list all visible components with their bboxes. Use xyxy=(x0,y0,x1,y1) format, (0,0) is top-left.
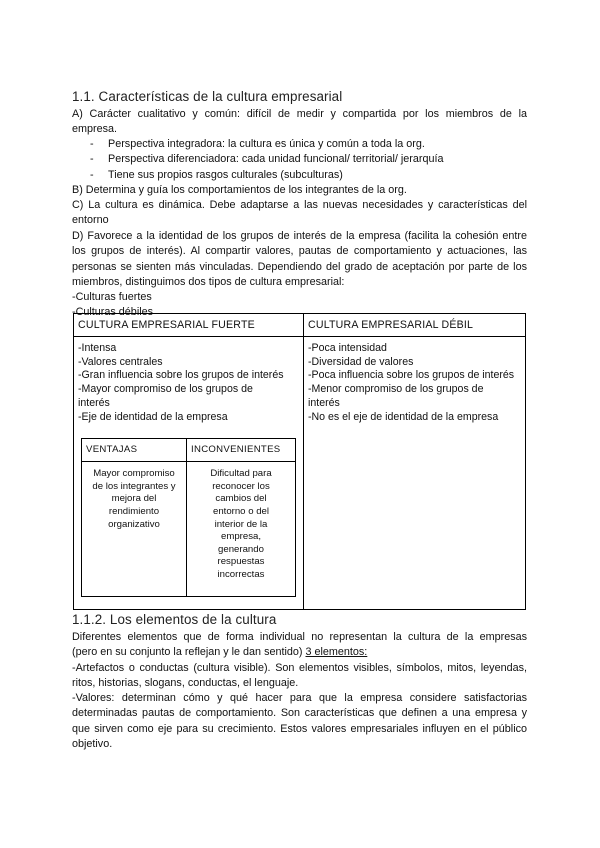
valores-line-4: objetivo. xyxy=(72,738,113,751)
valores-line-3: que sirven como eje para su crecimiento. Estos valores empresariales influyen en el público xyxy=(72,722,527,735)
paragraph-b xyxy=(72,183,527,198)
dash-marker: - xyxy=(90,153,94,166)
cell-line: mejora del xyxy=(111,493,157,505)
weak-culture-cell xyxy=(304,337,526,610)
cell-line: organizativo xyxy=(108,518,160,530)
paragraph-c xyxy=(72,198,527,229)
intro-line-2 xyxy=(72,645,527,660)
artefactos-line-2: ritos, historias, slogans, conductas, el lenguaje. xyxy=(72,676,299,689)
culture-type-strong: -Culturas fuertes xyxy=(72,291,152,304)
list-item: -Valores centrales xyxy=(78,355,163,368)
list-item: -Intensa xyxy=(78,342,117,354)
culture-type-weak: -Culturas débiles xyxy=(72,306,154,319)
paragraph-d-line-1: D) Favorece a la identidad de los grupos de interés de la empresa (facilita la cohesión entre xyxy=(72,230,527,242)
cell-line: Mayor compromiso xyxy=(93,468,175,480)
cons-header: INCONVENIENTES xyxy=(187,439,296,462)
paragraph-d xyxy=(72,229,527,321)
valores-line-1: -Valores: determinan cómo y qué hacer para que la empresa considere satisfactorias xyxy=(72,692,527,705)
cell-line: rendimiento xyxy=(108,506,160,517)
paragraph-c-line-2: entorno xyxy=(72,214,109,227)
list-item: interés xyxy=(308,396,340,409)
bullet-list xyxy=(90,137,444,183)
pros-header: VENTAJAS xyxy=(82,439,187,462)
cell-line: generando xyxy=(218,543,264,555)
cell-line: empresa, xyxy=(221,531,261,543)
dash-marker: - xyxy=(90,168,94,181)
bullet-item xyxy=(90,137,444,152)
table-header-strong: CULTURA EMPRESARIAL FUERTE xyxy=(74,314,304,337)
bullet-item xyxy=(90,168,444,183)
bullet-text: Perspectiva diferenciadora: cada unidad funcional/ territorial/ jerarquía xyxy=(108,153,444,166)
intro-line-1: Diferentes elementos que de forma individual no representan la cultura de la empresas xyxy=(72,631,527,643)
list-item: interés xyxy=(78,396,110,409)
cell-line: cambios del xyxy=(215,493,267,505)
list-item: -No es el eje de identidad de la empresa xyxy=(308,410,499,423)
valores-line-2: determinadas pautas de comportamiento. Son características que definen a una empresa y xyxy=(72,707,527,720)
strong-culture-cell xyxy=(74,337,304,610)
paragraph-d-line-2: los grupos de interés). Al compartir valores, pautas de comportamiento y actuaciones, las xyxy=(72,245,527,258)
list-item: -Gran influencia sobre los grupos de interés xyxy=(78,369,284,382)
intro-text: (pero en su conjunto la reflejan y le dan sentido) xyxy=(72,646,306,659)
bullet-text: Tiene sus propios rasgos culturales (subculturas) xyxy=(108,168,343,181)
pros-cons-table xyxy=(81,438,296,597)
list-item: -Eje de identidad de la empresa xyxy=(78,410,228,423)
bullet-item xyxy=(90,152,444,167)
paragraph-a-line-2: empresa. xyxy=(72,123,118,136)
cons-cell xyxy=(187,462,296,597)
culture-comparison-table xyxy=(73,313,526,610)
paragraph-c-line-1: C) La cultura es dinámica. Debe adaptarse a las nuevas necesidades y características del xyxy=(72,199,527,211)
list-item: -Poca influencia sobre los grupos de interés xyxy=(308,369,515,382)
cell-line: Dificultad para xyxy=(210,468,272,480)
paragraph-d-line-4: miembros, distinguimos dos tipos de cultura empresarial: xyxy=(72,275,345,288)
cell-line: entorno o del xyxy=(212,506,269,517)
underlined-count: 3 elementos: xyxy=(305,646,368,659)
list-item: -Poca intensidad xyxy=(308,342,387,354)
cell-line: incorrectas xyxy=(217,568,265,580)
list-item: -Menor compromiso de los grupos de xyxy=(308,383,484,396)
list-item: -Mayor compromiso de los grupos de xyxy=(78,383,253,396)
paragraph-a xyxy=(72,107,527,138)
elements-paragraph xyxy=(72,630,527,752)
artefactos-line-1: -Artefactos o conductas (cultura visible). Son elementos visibles, símbolos, mitos, leyendas, xyxy=(72,661,527,674)
dash-marker: - xyxy=(90,138,94,150)
paragraph-d-line-3: personas se sienten más vinculadas. Dependiendo del grado de aceptación por parte de los xyxy=(72,260,527,273)
section-heading-2: 1.1.2. Los elementos de la cultura xyxy=(72,612,277,627)
table-header-weak: CULTURA EMPRESARIAL DÉBIL xyxy=(304,314,526,337)
section-heading-1: 1.1. Características de la cultura empresarial xyxy=(72,89,343,104)
paragraph-a-line-1: A) Carácter cualitativo y común: difícil de medir y compartida por los miembros de la xyxy=(72,108,527,120)
cell-line: de los integrantes y xyxy=(92,480,176,492)
cell-line: interior de la xyxy=(214,518,268,530)
pros-cell xyxy=(82,462,187,597)
cell-line: reconocer los xyxy=(212,480,270,492)
bullet-text: Perspectiva integradora: la cultura es única y común a toda la org. xyxy=(108,138,425,150)
paragraph-b-line: B) Determina y guía los comportamientos de los integrantes de la org. xyxy=(72,184,407,196)
cell-line: respuestas xyxy=(217,556,265,568)
list-item: -Diversidad de valores xyxy=(308,355,414,368)
